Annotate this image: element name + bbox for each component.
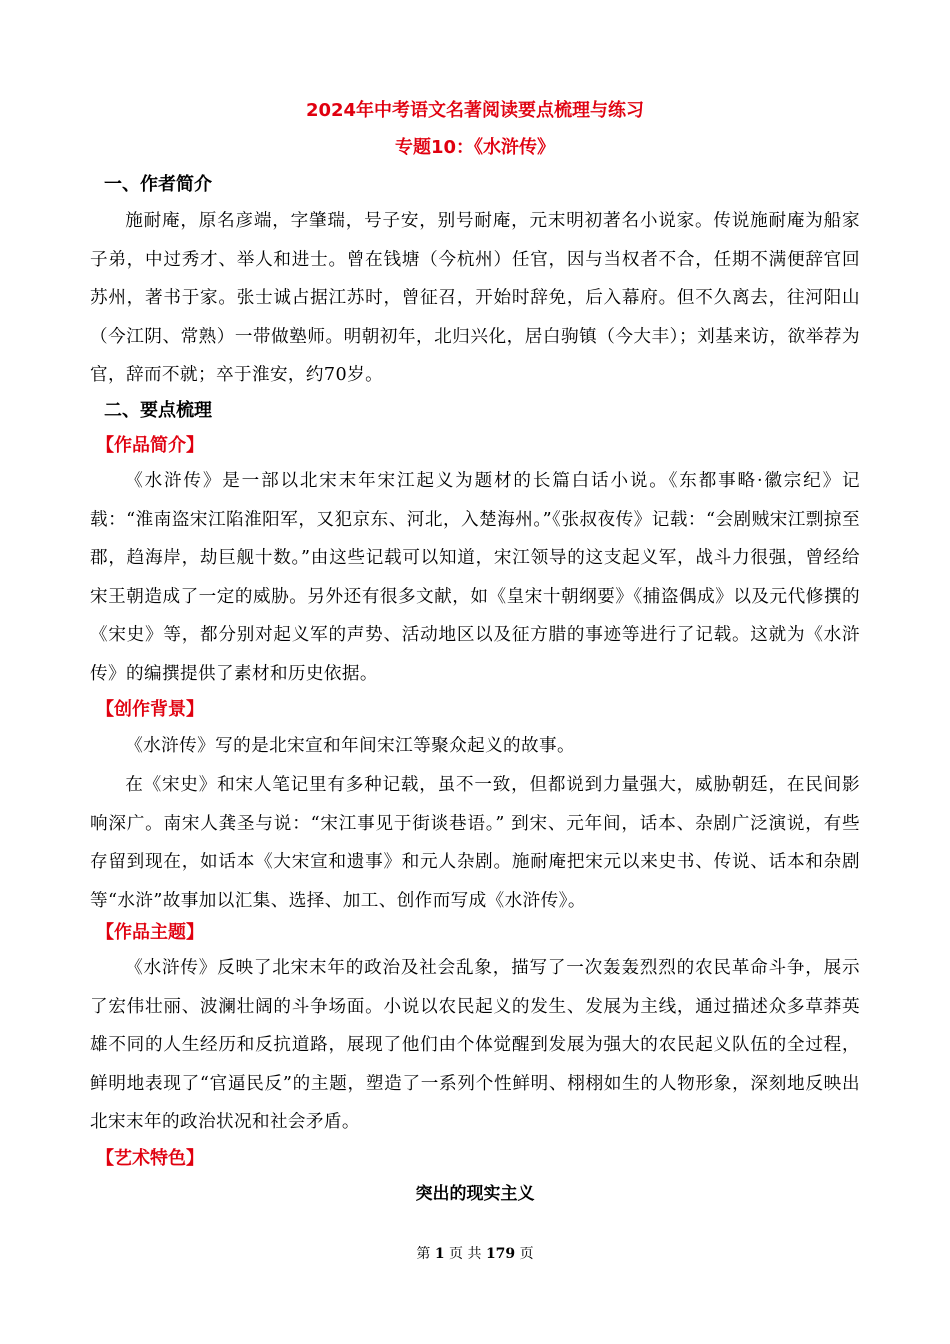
background-paragraph-2: 在《宋史》和宋人笔记里有多种记载，虽不一致，但都说到力量强大，威胁朝廷，在民间影响深广。南宋人龚圣与说：“宋江事见于街谈巷语。” 到宋、元年间，话本、杂剧广泛演说，有些存留到现在，如话本《大宋宣和遗事》和元人杂剧。施耐庵把宋元以来史书、传说、话本和杂剧等“水浒”故事加以汇集、选择、加工、创作而写成《水浒传》。 bbox=[90, 775, 860, 911]
background-paragraph-1: 《水浒传》写的是北宋宣和年间宋江等聚众起义的故事。 bbox=[125, 736, 576, 756]
section-heading-key-points: 二、要点梳理 bbox=[104, 400, 212, 421]
tag-background: 【创作背景】 bbox=[96, 699, 204, 720]
document-subtitle: 专题10：《水浒传》 bbox=[394, 137, 556, 158]
theme-paragraph: 《水浒传》反映了北宋末年的政治及社会乱象，描写了一次轰轰烈烈的农民革命斗争，展示了宏伟壮丽、波澜壮阔的斗争场面。小说以农民起义的发生、发展为主线，通过描述众多草莽英雄不同的人生经历和反抗道路，展现了他们由个体觉醒到发展为强大的农民起义队伍的全过程，鲜明地表现了“官逼民反”的主题，塑造了一系列个性鲜明、栩栩如生的人物形象，深刻地反映出北宋末年的政治状况和社会矛盾。 bbox=[90, 958, 860, 1132]
footer-current-page: 1 bbox=[434, 1246, 445, 1262]
tag-art-features: 【艺术特色】 bbox=[96, 1148, 204, 1169]
footer-total-pages: 179 bbox=[485, 1246, 516, 1262]
footer-middle: 页 共 bbox=[449, 1246, 482, 1262]
footer-prefix: 第 bbox=[416, 1246, 431, 1262]
tag-theme: 【作品主题】 bbox=[96, 922, 204, 943]
art-subheading: 突出的现实主义 bbox=[415, 1184, 535, 1204]
tag-work-intro: 【作品简介】 bbox=[96, 435, 204, 456]
section-heading-author: 一、作者简介 bbox=[104, 174, 212, 195]
page-footer bbox=[0, 1244, 950, 1264]
footer-suffix: 页 bbox=[519, 1246, 534, 1262]
document-title: 2024年中考语文名著阅读要点梳理与练习 bbox=[305, 100, 645, 121]
work-intro-paragraph: 《水浒传》是一部以北宋末年宋江起义为题材的长篇白话小说。《东都事略·徽宗纪》记载：“淮南盗宋江陷淮阳军，又犯京东、河北，入楚海州。”《张叔夜传》记载：“会剧贼宋江剽掠至郡，趋海岸，劫巨舰十数。”由这些记载可以知道，宋江领导的这支起义军，战斗力很强，曾经给宋王朝造成了一定的威胁。另外还有很多文献，如《皇宋十朝纲要》《捕盗偶成》以及元代修撰的《宋史》等，都分别对起义军的声势、活动地区以及征方腊的事迹等进行了记载。这就为《水浒传》的编撰提供了素材和历史依据。 bbox=[90, 471, 860, 684]
author-paragraph: 施耐庵，原名彦端，字肇瑞，号子安，别号耐庵，元末明初著名小说家。传说施耐庵为船家子弟，中过秀才、举人和进士。曾在钱塘（今杭州）任官，因与当权者不合，任期不满便辞官回苏州，著书于家。张士诚占据江苏时，曾征召，开始时辞免，后入幕府。但不久离去，往河阳山（今江阴、常熟）一带做塾师。明朝初年，北归兴化，居白驹镇（今大丰）；刘基来访，欲举荐为官，辞而不就；卒于淮安，约70岁。 bbox=[90, 211, 860, 385]
